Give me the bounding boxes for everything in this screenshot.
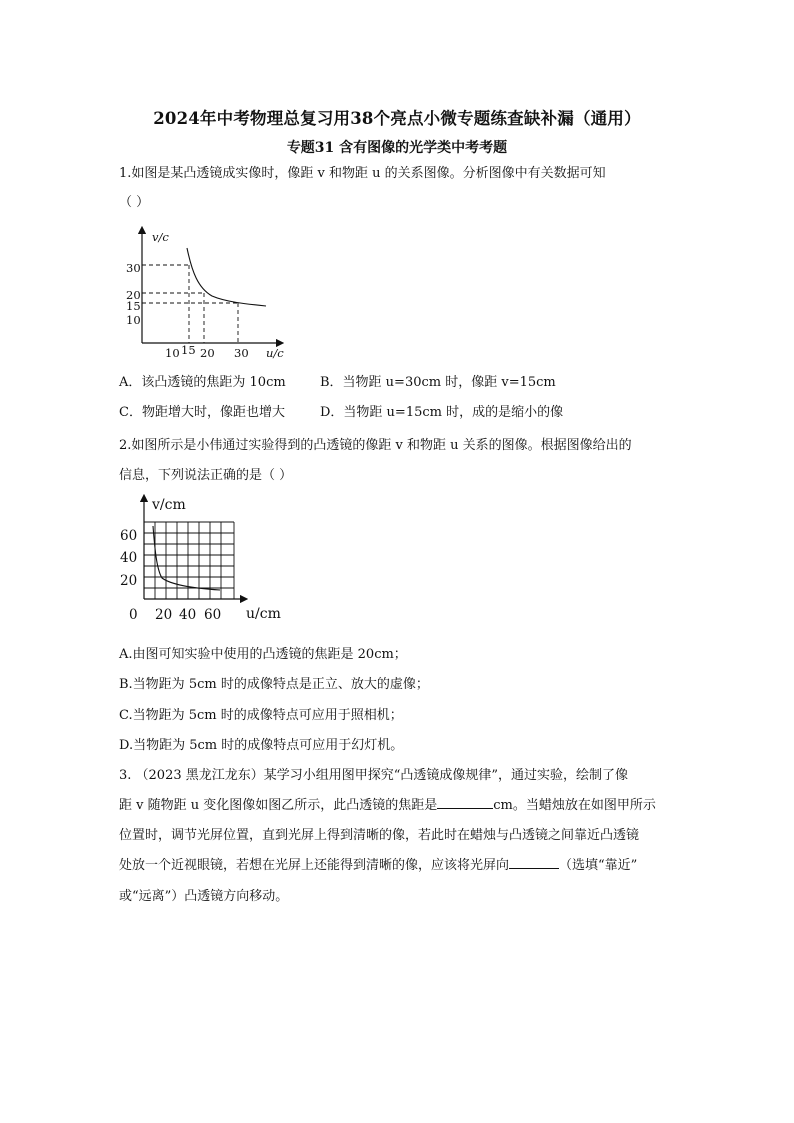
q3-line4 xyxy=(119,856,637,876)
q1-x-tick: 30 xyxy=(234,346,249,360)
q2-y-tick: 20 xyxy=(120,573,138,589)
q2-origin-label: 0 xyxy=(129,607,138,623)
q1-x-axis-label: u/c xyxy=(266,346,284,360)
q3-line2-after-blank: cm。当蜡烛放在如图甲所示 xyxy=(493,798,656,813)
q2-option-a: A.由图可知实验中使用的凸透镜的焦距是 20cm； xyxy=(119,647,407,662)
q1-y-tick: 20 xyxy=(126,288,141,302)
q1-x-tick: 20 xyxy=(200,346,215,360)
q2-stem-line2: 信息，下列说法正确的是（ ） xyxy=(119,468,293,483)
q2-y-tick: 60 xyxy=(120,528,138,544)
q1-option-c: C．物距增大时，像距也增大 xyxy=(119,405,285,420)
q1-curve xyxy=(187,248,266,306)
page-title: 2024年中考物理总复习用38个亮点小微专题练查缺补漏（通用） xyxy=(153,109,641,128)
page-subtitle: 专题31 含有图像的光学类中考考题 xyxy=(286,140,508,156)
q3-line4-before-blank: 处放一个近视眼镜，若想在光屏上还能得到清晰的像，应该将光屏向 xyxy=(119,858,510,873)
q1-stem-line2: （ ） xyxy=(119,195,150,210)
q2-option-d: D.当物距为 5cm 时的成像特点可应用于幻灯机。 xyxy=(119,738,404,753)
q3-line2 xyxy=(119,796,656,816)
q1-option-b: B．当物距 u=30cm 时，像距 v=15cm xyxy=(320,375,556,390)
q1-x-tick: 10 xyxy=(165,346,180,360)
q3-line5: 或“远离”）凸透镜方向移动。 xyxy=(119,889,289,904)
q1-y-tick: 15 xyxy=(126,299,141,313)
q2-y-tick: 40 xyxy=(120,550,138,566)
q1-option-a: A．该凸透镜的焦距为 10cm xyxy=(119,375,286,390)
q2-x-tick: 20 xyxy=(155,607,173,623)
q2-option-b: B.当物距为 5cm 时的成像特点是正立、放大的虚像； xyxy=(119,677,429,692)
q3-blank-focal-length[interactable] xyxy=(437,796,493,809)
q1-y-axis-label: v/c xyxy=(152,230,169,244)
q2-stem-line1: 2.如图所示是小伟通过实验得到的凸透镜的像距 v 和物距 u 关系的图像。根据图像给出的 xyxy=(119,438,632,453)
q2-x-axis-label: u/cm xyxy=(246,606,281,622)
q3-blank-direction[interactable] xyxy=(509,856,559,869)
q1-y-tick: 10 xyxy=(126,313,141,327)
q1-stem-line1: 1.如图是某凸透镜成实像时，像距 v 和物距 u 的关系图像。分析图像中有关数据可知 xyxy=(119,166,606,181)
q1-y-tick: 30 xyxy=(126,261,141,275)
q3-line4-after-blank: （选填“靠近” xyxy=(559,858,638,873)
q2-y-axis-label: v/cm xyxy=(152,497,186,513)
q3-line1: 3. （2023 黑龙江龙东）某学习小组用图甲探究“凸透镜成像规律”，通过实验，绘制了像 xyxy=(119,768,629,783)
q1-x-tick: 15 xyxy=(181,343,196,357)
q3-line2-before-blank: 距 v 随物距 u 变化图像如图乙所示，此凸透镜的焦距是 xyxy=(119,798,438,813)
q2-graph xyxy=(116,492,288,624)
q2-x-tick: 60 xyxy=(204,607,222,623)
q1-option-d: D．当物距 u=15cm 时，成的是缩小的像 xyxy=(320,405,564,420)
q1-guide-lines xyxy=(142,265,238,343)
q2-x-tick: 40 xyxy=(179,607,197,623)
q3-line3: 位置时，调节光屏位置，直到光屏上得到清晰的像，若此时在蜡烛与凸透镜之间靠近凸透镜 xyxy=(119,828,640,843)
q1-graph xyxy=(118,224,298,364)
q2-option-c: C.当物距为 5cm 时的成像特点可应用于照相机； xyxy=(119,708,403,723)
q2-grid xyxy=(144,522,234,599)
